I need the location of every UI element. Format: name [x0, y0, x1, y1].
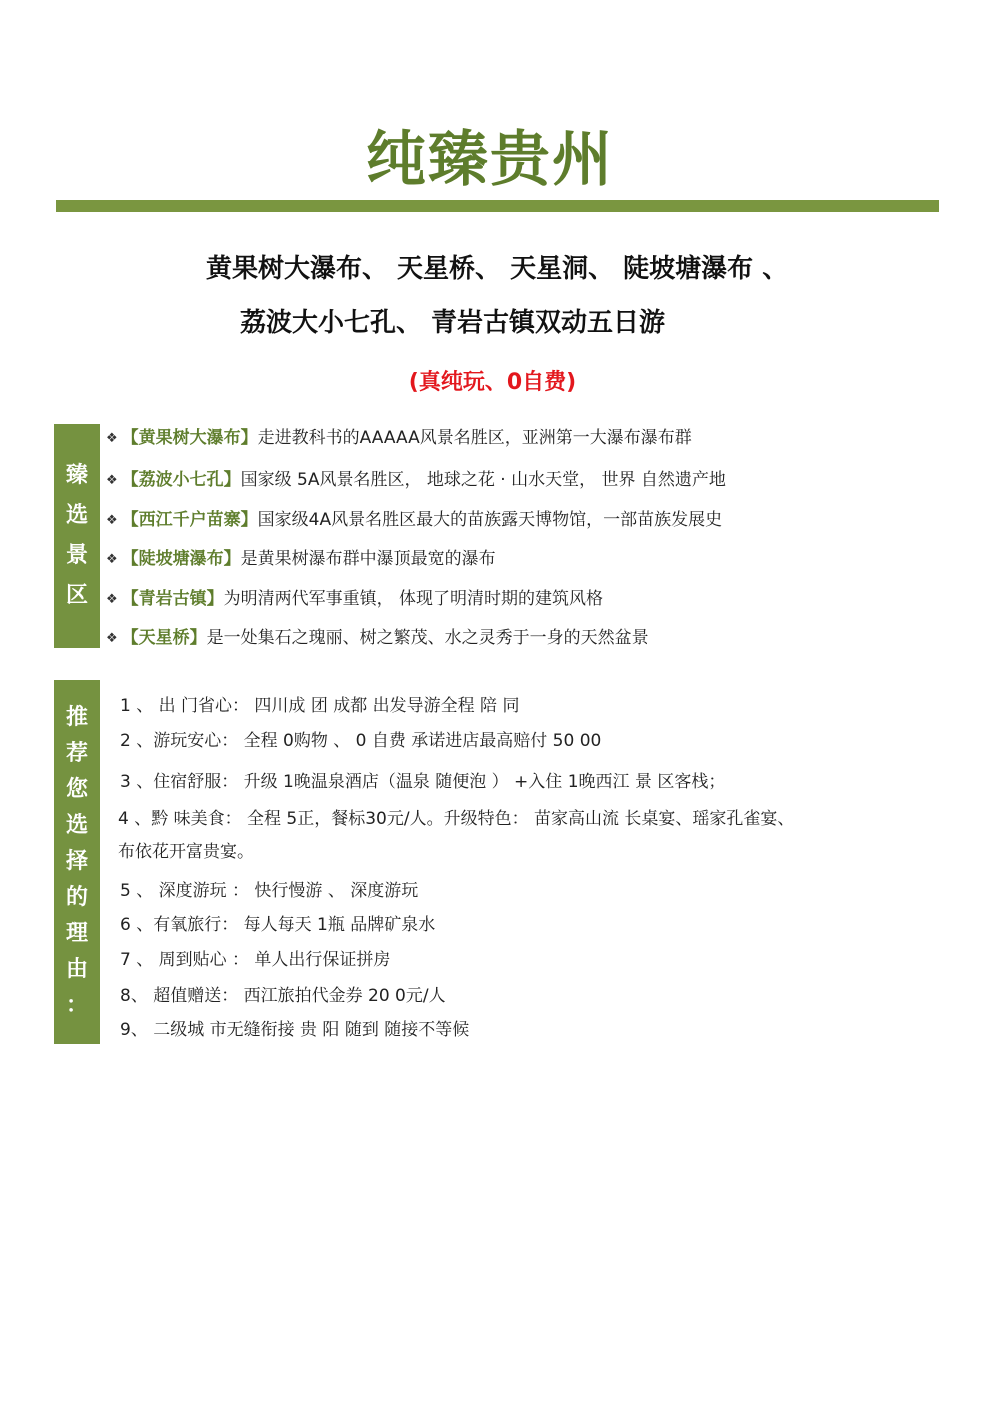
reason-item: 9、 二级城 市无缝衔接 贵 阳 随到 随接不等候: [120, 1020, 470, 1040]
scenic-label-char: 景: [65, 543, 88, 568]
reasons-label-char: 推: [65, 705, 88, 730]
scenic-item: [106, 545, 966, 585]
reasons-section-label: [54, 680, 100, 1044]
reasons-label-char: 由: [65, 957, 88, 982]
scenic-list: [106, 424, 966, 664]
diamond-bullet-icon: ❖: [106, 631, 118, 646]
scenic-item-desc: 走进教科书的AAAAA风景名胜区，亚洲第一大瀑布瀑布群: [257, 428, 692, 448]
diamond-bullet-icon: ❖: [106, 552, 118, 567]
reasons-label-char: 荐: [65, 741, 88, 766]
scenic-item-name: 【青岩古镇】: [121, 589, 224, 609]
scenic-item-name: 【荔波小七孔】: [121, 470, 241, 490]
scenic-item-desc: 国家级 5A风景名胜区， 地球之花 · 山水天堂， 世界 自然遗产地: [240, 470, 726, 490]
scenic-item-name: 【西江千户苗寨】: [121, 510, 258, 530]
reasons-label-char: 的: [65, 885, 88, 910]
diamond-bullet-icon: ❖: [106, 513, 118, 528]
scenic-item-desc: 是一处集石之瑰丽、树之繁茂、水之灵秀于一身的天然盆景: [206, 628, 649, 648]
reasons-label-char: 选: [65, 813, 88, 838]
diamond-bullet-icon: ❖: [106, 431, 118, 446]
scenic-item: [106, 585, 966, 624]
reasons-label-char: 您: [65, 777, 88, 802]
reasons-label-char: 理: [65, 921, 88, 946]
diamond-bullet-icon: ❖: [106, 592, 118, 607]
reason-item: 5 、 深度游玩 ： 快行慢游 、 深度游玩: [120, 881, 419, 901]
scenic-item: [106, 624, 966, 664]
diamond-bullet-icon: ❖: [106, 473, 118, 488]
scenic-item-desc: 是黄果树瀑布群中瀑顶最宽的瀑布: [240, 549, 496, 569]
title-divider: [56, 200, 939, 212]
scenic-item-desc: 为明清两代军事重镇， 体现了明清时期的建筑风格: [223, 589, 604, 609]
reasons-label-char: 择: [65, 849, 88, 874]
subtitle-line-2: 荔波大小七孔、 青岩古镇双动五日游: [240, 308, 666, 338]
reasons-label-char: ：: [65, 993, 88, 1018]
scenic-label-char: 选: [65, 503, 88, 528]
scenic-label-char: 臻: [65, 463, 88, 488]
reason-item: 7 、 周到贴心 ： 单人出行保证拼房: [120, 950, 391, 970]
reason-item: 6 、有氧旅行： 每人每天 1瓶 品牌矿泉水: [120, 915, 436, 935]
scenic-item-desc: 国家级4A风景名胜区最大的苗族露天博物馆，一部苗族发展史: [257, 510, 723, 530]
scenic-item: [106, 506, 966, 545]
scenic-item: [106, 466, 966, 506]
scenic-label-char: 区: [65, 583, 88, 608]
scenic-item-name: 【黄果树大瀑布】: [121, 428, 258, 448]
subtitle-line-1: 黄果树大瀑布、 天星桥、 天星洞、 陡坡塘瀑布 、: [206, 254, 789, 284]
scenic-item-name: 【天星桥】: [121, 628, 207, 648]
reason-item: 3 、住宿舒服： 升级 1晚温泉酒店（温泉 随便泡 ） +入住 1晚西江 景 区客栈；: [120, 772, 726, 792]
reason-item: 1 、 出 门省心： 四川成 团 成都 出发导游全程 陪 同: [120, 696, 520, 716]
reason-item: 8、 超值赠送： 西江旅拍代金券 20 0元/人: [120, 986, 446, 1006]
reason-item: 4 、黔 味美食： 全程 5正，餐标30元/人。升级特色： 苗家高山流 长桌宴、瑶家孔雀宴、布依花开富贵宴。: [118, 809, 795, 862]
page-title: 纯臻贵州: [366, 125, 614, 195]
tagline: (真纯玩、0自费): [408, 370, 577, 395]
scenic-item: [106, 424, 966, 466]
reason-item: 2 、游玩安心： 全程 0购物 、 0 自费 承诺进店最高赔付 50 00: [120, 731, 602, 751]
scenic-section-label: [54, 424, 100, 648]
scenic-item-name: 【陡坡塘瀑布】: [121, 549, 241, 569]
